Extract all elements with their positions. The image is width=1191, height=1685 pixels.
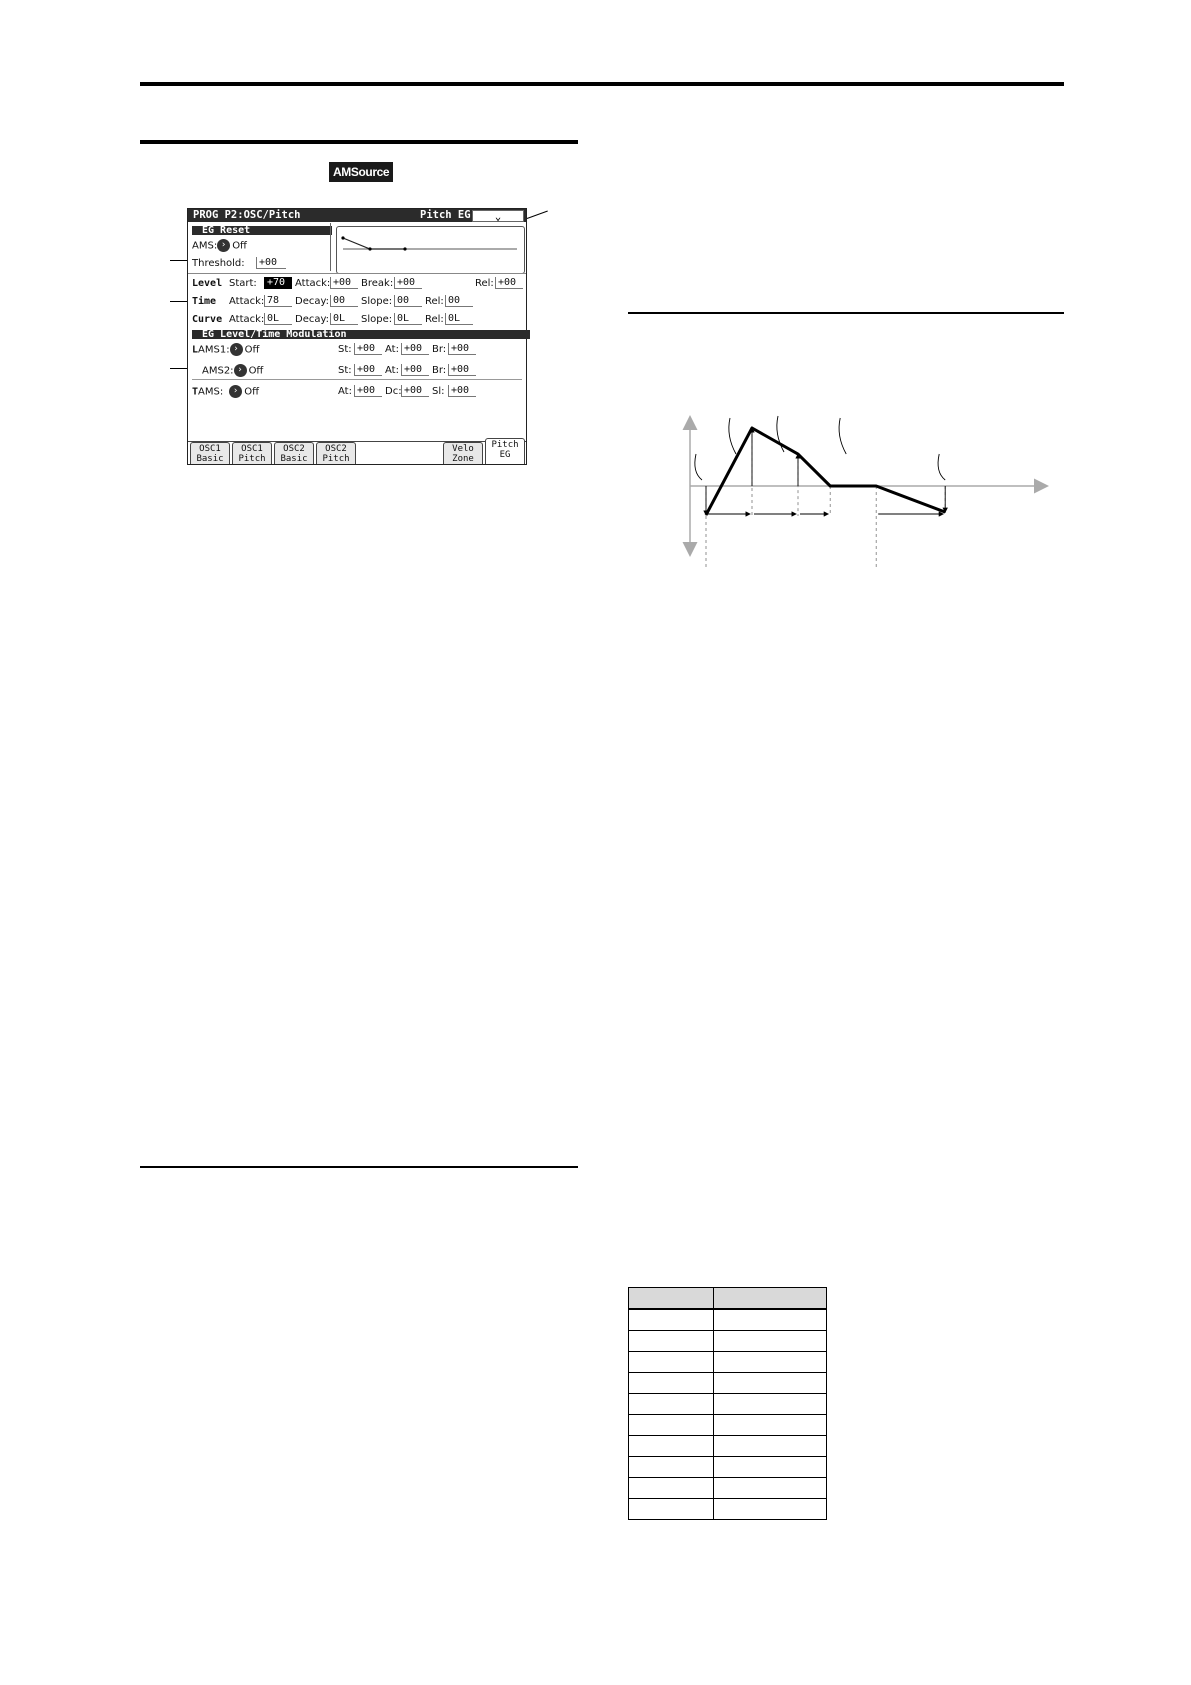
- table-cell: [629, 1394, 714, 1415]
- time-ams-arrow-icon[interactable]: ›: [229, 385, 242, 398]
- time-mod-prefix: T: [192, 386, 199, 398]
- time-row-label: Time: [192, 296, 217, 307]
- tab-osc2-pitch[interactable]: [316, 442, 356, 464]
- tab-label: Zone: [452, 454, 474, 464]
- time-sl-label: Sl:: [432, 386, 445, 397]
- table-cell: [629, 1436, 714, 1457]
- level-row-label: Level: [192, 278, 223, 289]
- ams1-at-label: At:: [385, 344, 399, 355]
- section-divider: [188, 273, 526, 274]
- page-menu-button[interactable]: [472, 210, 524, 222]
- time-dc-label: Dc:: [385, 386, 402, 397]
- parameter-table: [628, 1287, 827, 1520]
- ams1-br-value[interactable]: +00: [448, 343, 476, 355]
- curve-attack-value[interactable]: 0L: [264, 313, 292, 325]
- table-row: [629, 1394, 827, 1415]
- ams2-value[interactable]: Off: [248, 365, 264, 377]
- ams2-st-value[interactable]: +00: [354, 364, 382, 376]
- eg-reset-ams-row: [192, 239, 247, 253]
- time-attack-label: Attack:: [229, 296, 265, 307]
- ams1-value[interactable]: Off: [244, 344, 260, 356]
- envelope-leader-line: [938, 454, 945, 480]
- level-rel-label: Rel:: [475, 278, 494, 289]
- curve-decay-label: Decay:: [295, 314, 330, 325]
- table-cell: [629, 1373, 714, 1394]
- table-cell: [714, 1309, 827, 1331]
- eg-reset-ams-value[interactable]: Off: [232, 240, 247, 252]
- ams2-br-value[interactable]: +00: [448, 364, 476, 376]
- curve-attack-label: Attack:: [229, 314, 265, 325]
- time-sl-value[interactable]: +00: [448, 385, 476, 397]
- ams1-br-label: Br:: [432, 344, 447, 355]
- table-cell: [714, 1331, 827, 1352]
- ams2-at-label: At:: [385, 365, 399, 376]
- curve-slope-label: Slope:: [361, 314, 393, 325]
- level-start-value[interactable]: +70: [264, 277, 292, 289]
- eg-reset-header: EG Reset: [192, 226, 332, 235]
- ams2-at-value[interactable]: +00: [401, 364, 429, 376]
- envelope-curve: [706, 428, 945, 515]
- eg-graph-point: [368, 247, 371, 250]
- ams-arrow-icon[interactable]: ›: [217, 239, 230, 252]
- table-cell: [629, 1478, 714, 1499]
- table-cell: [714, 1394, 827, 1415]
- threshold-value[interactable]: +00: [256, 257, 286, 269]
- lcd-screen: [187, 208, 527, 465]
- ams1-label: AMS1:: [198, 344, 230, 356]
- tab-velo-zone[interactable]: [443, 442, 483, 464]
- mod-divider: [192, 379, 522, 380]
- tab-label: OSC1: [241, 444, 263, 454]
- mod-time-row: [192, 385, 259, 399]
- tab-label: Basic: [280, 454, 308, 464]
- time-dc-value[interactable]: +00: [401, 385, 429, 397]
- amsource-badge: AMSource: [329, 162, 393, 182]
- table-header-row: [629, 1288, 827, 1310]
- level-break-value[interactable]: +00: [394, 277, 422, 289]
- table-row: [629, 1309, 827, 1331]
- eg-graph-point: [403, 247, 406, 250]
- time-decay-value[interactable]: 00: [330, 295, 358, 307]
- eg-graph-box: [336, 226, 525, 274]
- level-start-label: Start:: [229, 278, 257, 289]
- ams1-arrow-icon[interactable]: ›: [230, 343, 243, 356]
- table-row: [629, 1478, 827, 1499]
- table-row: [629, 1415, 827, 1436]
- ams2-label: AMS2:: [202, 365, 234, 377]
- table-cell: [629, 1499, 714, 1520]
- table-row: [629, 1331, 827, 1352]
- table-cell: [714, 1436, 827, 1457]
- section-rule-right: [628, 312, 1064, 314]
- time-at-label: At:: [338, 386, 352, 397]
- mod-ams2-row: [202, 364, 263, 378]
- chevron-down-icon: ⌄: [494, 211, 502, 223]
- tab-osc1-basic[interactable]: [190, 442, 230, 464]
- table-row: [629, 1436, 827, 1457]
- level-attack-label: Attack:: [295, 278, 331, 289]
- table-cell: [714, 1373, 827, 1394]
- envelope-diagram: [670, 404, 1090, 574]
- curve-row-label: Curve: [192, 314, 223, 325]
- table-row: [629, 1373, 827, 1394]
- table-cell: [714, 1457, 827, 1478]
- tab-label: Velo: [452, 444, 474, 454]
- tab-label: OSC2: [325, 444, 347, 454]
- lcd-title-bar: [188, 209, 526, 222]
- time-attack-value[interactable]: 78: [264, 295, 292, 307]
- section-rule-left-lower: [140, 1166, 578, 1168]
- table-row: [629, 1499, 827, 1520]
- modulation-header: EG Level/Time Modulation: [192, 330, 530, 339]
- ams2-arrow-icon[interactable]: ›: [234, 364, 247, 377]
- level-attack-value[interactable]: +00: [330, 277, 358, 289]
- curve-rel-label: Rel:: [425, 314, 444, 325]
- table-row: [629, 1457, 827, 1478]
- tab-osc2-basic[interactable]: [274, 442, 314, 464]
- tab-label: OSC1: [199, 444, 221, 454]
- mod-ams1-row: [192, 343, 259, 357]
- table-cell: [629, 1309, 714, 1331]
- time-rel-value[interactable]: 00: [445, 295, 473, 307]
- ams1-st-label: St:: [338, 344, 352, 355]
- tab-label: EG: [499, 450, 511, 460]
- time-ams-label: AMS:: [198, 386, 224, 398]
- curve-rel-value[interactable]: 0L: [445, 313, 473, 325]
- table-cell: [714, 1352, 827, 1373]
- eg-graph-point: [341, 236, 344, 239]
- threshold-label: Threshold:: [192, 258, 245, 269]
- time-rel-label: Rel:: [425, 296, 444, 307]
- envelope-guides: [695, 416, 945, 568]
- tab-label: Pitch: [491, 440, 519, 450]
- tab-label: OSC2: [283, 444, 305, 454]
- table-cell: [629, 1331, 714, 1352]
- eg-graph: [337, 227, 524, 273]
- time-decay-label: Decay:: [295, 296, 330, 307]
- tab-label: Pitch: [322, 454, 350, 464]
- eg-graph-curve: [343, 238, 405, 249]
- table-header-cell: [629, 1288, 714, 1310]
- table-cell: [629, 1415, 714, 1436]
- tab-label: Basic: [196, 454, 224, 464]
- envelope-leader-line: [695, 454, 702, 480]
- header-rule: [140, 82, 1064, 86]
- table-cell: [629, 1457, 714, 1478]
- tab-label: Pitch: [238, 454, 266, 464]
- time-ams-value[interactable]: Off: [244, 386, 259, 398]
- time-slope-label: Slope:: [361, 296, 393, 307]
- table-row: [629, 1352, 827, 1373]
- section-rule-left: [140, 140, 578, 144]
- table-cell: [714, 1415, 827, 1436]
- envelope-leader-line: [729, 418, 736, 454]
- ams1-at-value[interactable]: +00: [401, 343, 429, 355]
- level-break-label: Break:: [361, 278, 394, 289]
- eg-reset-ams-label: AMS:: [192, 240, 218, 252]
- table-header-cell: [714, 1288, 827, 1310]
- tab-osc1-pitch[interactable]: [232, 442, 272, 464]
- page-name: Pitch EG: [420, 209, 471, 221]
- time-slope-value[interactable]: 00: [394, 295, 422, 307]
- page-title: PROG P2:OSC/Pitch: [193, 209, 301, 221]
- ams1-st-value[interactable]: +00: [354, 343, 382, 355]
- ams2-st-label: St:: [338, 365, 352, 376]
- table-cell: [714, 1499, 827, 1520]
- level-rel-value[interactable]: +00: [495, 277, 523, 289]
- level-mod-prefix: L: [192, 344, 199, 356]
- curve-slope-value[interactable]: 0L: [394, 313, 422, 325]
- ams2-br-label: Br:: [432, 365, 447, 376]
- callout-line-menu: [527, 211, 548, 219]
- eg-reset-divider: [330, 223, 331, 271]
- envelope-leader-line: [839, 418, 846, 454]
- table-cell: [629, 1352, 714, 1373]
- curve-decay-value[interactable]: 0L: [330, 313, 358, 325]
- table-cell: [714, 1478, 827, 1499]
- tab-pitch-eg[interactable]: [485, 438, 525, 464]
- time-at-value[interactable]: +00: [354, 385, 382, 397]
